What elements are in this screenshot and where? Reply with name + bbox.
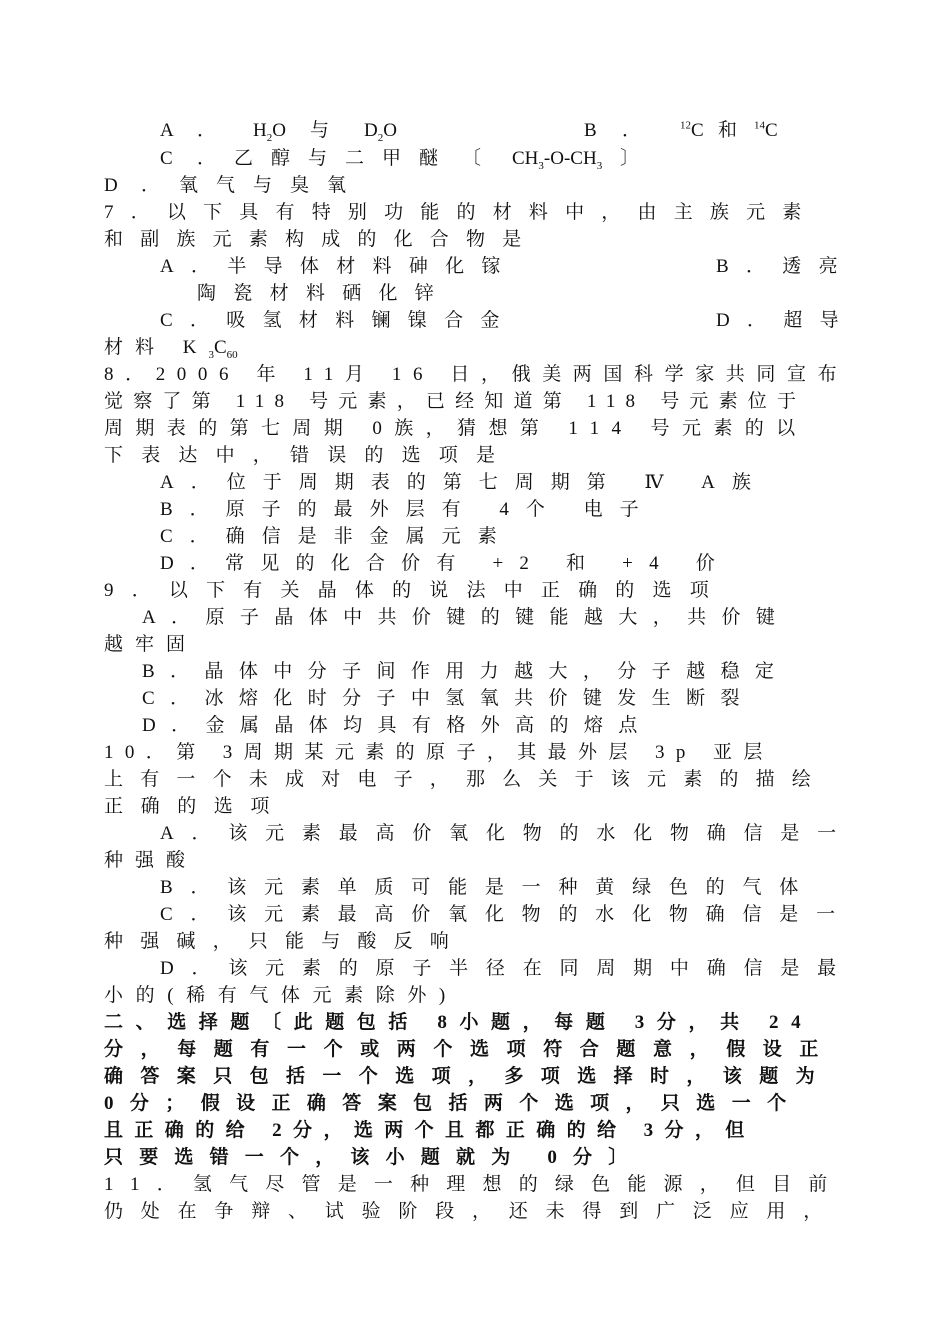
q6-a-and: 与 xyxy=(310,120,330,141)
q10-line3: 正确的选项 xyxy=(104,796,288,817)
q7-option-b-cont: 陶瓷材料硒化锌 xyxy=(197,283,452,304)
q10-option-b: B．该元素单质可能是一种黄绿色的气体 xyxy=(160,877,817,898)
q6-b-dot: ． xyxy=(622,120,642,141)
q7-option-d: D．超导 xyxy=(716,310,856,331)
q10-option-c-line2: 种强碱，只能与酸反响 xyxy=(104,931,467,952)
section2-line4: 0分；假设正确答案包括两个选项，只选一个 xyxy=(104,1093,803,1114)
q6-b-c14: $^{14}$C xyxy=(754,119,778,141)
q8-option-d: D．常见的化合价有 +2 和 +4 价 xyxy=(160,553,731,574)
q9-option-c: C．冰熔化时分子中氢氧共价键发生断裂 xyxy=(142,688,755,709)
q10-line2: 上有一个未成对电子，那么关于该元素的描绘 xyxy=(104,769,829,790)
q6-d-text: 氧气与臭氧 xyxy=(179,175,365,196)
section2-line3: 确答案只包括一个选项，多项选择时，该题为 xyxy=(104,1066,833,1087)
q7-option-ab xyxy=(0,254,950,280)
q7-stem-line2: 和副族元素构成的化合物是 xyxy=(104,229,539,250)
q7-stem-line1: 7．以下具有特别功能的材料中，由主族元素 xyxy=(104,202,819,223)
q6-a-h2o: $H_2O$ xyxy=(253,120,286,144)
q6-option-ab xyxy=(0,118,950,144)
q9-stem: 9．以下有关晶体的说法中正确的选项 xyxy=(104,580,727,601)
q10-option-d-line2: 小的(稀有气体元素除外) xyxy=(104,985,458,1006)
q11-line1: 11．氢气尽管是一种理想的绿色能源，但目前 xyxy=(104,1174,845,1195)
q10-option-a-line1: A．该元素最高价氧化物的水化物确信是一 xyxy=(160,823,854,844)
q6-a-d2o: $D_2O$ xyxy=(364,120,397,144)
q7-option-b: B．透亮 xyxy=(716,256,855,277)
q10-option-d-line1: D．该元素的原子半径在同周期中确信是最 xyxy=(160,958,854,979)
q6-a-label: A xyxy=(160,120,174,141)
q6-d-label: D xyxy=(104,175,118,196)
q8-line4: 下表达中，错误的选项是 xyxy=(104,445,514,466)
q10-option-a-line2: 种强酸 xyxy=(104,850,198,871)
q6-b-label: B xyxy=(584,120,597,141)
section2-line5: 且正确的给 2分，选两个且都正确的给 3分，但 xyxy=(104,1120,756,1141)
q9-option-a-line2: 越牢固 xyxy=(104,634,198,655)
q10-option-c-line1: C．该元素最高价氧化物的水化物确信是一 xyxy=(160,904,853,925)
q6-c-label: C xyxy=(160,148,173,169)
q6-option-c xyxy=(0,146,950,172)
q9-option-a-line1: A．原子晶体中共价键的键能越大，共价键 xyxy=(142,607,791,628)
q8-line1: 8．2006 年 11月 16 日，俄美两国科学家共同宣布 xyxy=(104,364,849,385)
q9-option-d: D．金属晶体均具有格外高的熔点 xyxy=(142,715,653,736)
q6-d-dot: ． xyxy=(141,175,161,196)
q6-b-c12: $^{12}$C xyxy=(680,119,704,141)
q8-line2: 觉察了第 118 号元素，已经知道第 118 号元素位于 xyxy=(104,391,807,412)
q9-option-b: B．晶体中分子间作用力越大，分子越稳定 xyxy=(142,661,790,682)
q8-line3: 周期表的第七周期 0族，猜想第 114 号元素的以 xyxy=(104,418,808,439)
q6-c-formula: $CH_3-O-CH_3$ xyxy=(512,148,603,172)
q10-line1: 10．第 3周期某元素的原子，其最外层 3p 亚层 xyxy=(104,742,774,763)
q7-option-a: A．半导体材料砷化镓 xyxy=(160,256,518,277)
q11-line2: 仍处在争辩、试验阶段，还未得到广泛应用， xyxy=(104,1201,841,1222)
q6-b-and: 和 xyxy=(718,120,738,141)
q7-option-c: C．吸氢材料镧镍合金 xyxy=(160,310,517,331)
q8-option-a: A．位于周期表的第七周期第 Ⅳ A族 xyxy=(160,472,768,493)
q6-c-dot: ． xyxy=(197,148,217,169)
section2-line2: 分，每题有一个或两个选项符合题意，假设正 xyxy=(104,1039,837,1060)
q7-option-cd xyxy=(0,308,950,334)
q6-c-text: 乙醇与二甲醚 xyxy=(234,148,457,169)
q6-option-d xyxy=(0,173,950,199)
q8-option-c: C．确信是非金属元素 xyxy=(160,526,514,547)
q6-a-dot: ． xyxy=(197,120,217,141)
q6-c-rparen: 〕 xyxy=(620,148,640,169)
q8-option-b: B．原子的最外层有 4个 电子 xyxy=(160,499,656,520)
q7-option-d-cont: 材料 $K_3C_{60}$ xyxy=(104,337,238,361)
section2-line6: 只要选错一个，该小题就为 0分〕 xyxy=(104,1147,644,1168)
section2-line1: 二、选择题〔此题包括 8小题，每题 3分，共 24 xyxy=(104,1012,814,1033)
q6-c-lparen: 〔 xyxy=(462,148,482,169)
